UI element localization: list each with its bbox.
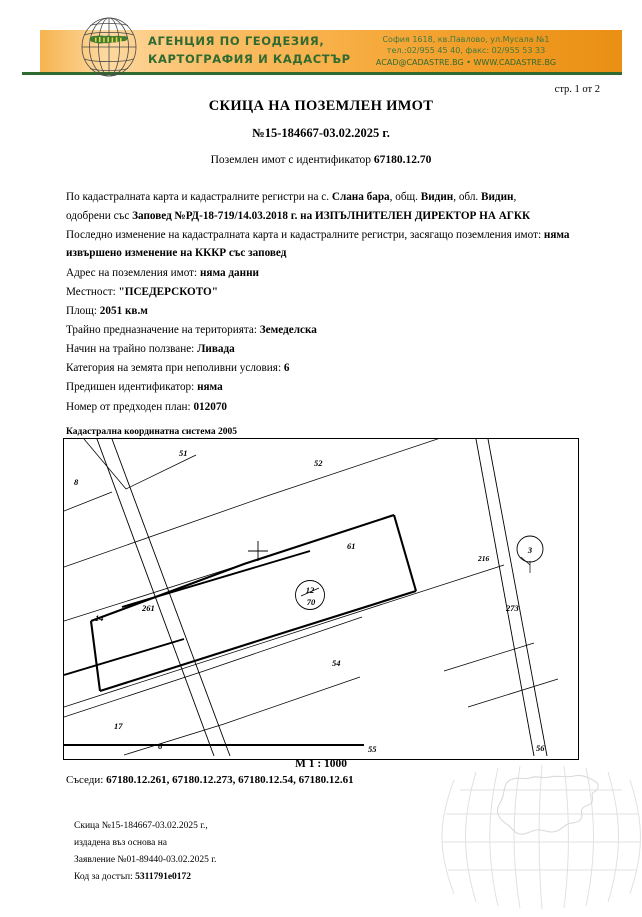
territory-purpose-label: Трайно предназначение на територията: xyxy=(66,323,260,336)
parcel-label-6: 6 xyxy=(158,741,163,751)
area-label: Площ: xyxy=(66,304,100,317)
locality-label: Местност: xyxy=(66,285,119,298)
cadastral-map[interactable] xyxy=(63,438,579,760)
parcel-label-52: 52 xyxy=(314,458,323,468)
parcel-identifier-value: 67180.12.70 xyxy=(373,154,432,166)
parcel-label-55: 55 xyxy=(368,744,377,754)
neighbour-callout-216-3 xyxy=(477,536,543,573)
page-title: СКИЦА НА ПОЗЕМЛЕН ИМОТ xyxy=(208,98,434,114)
callout-left-number: 216 xyxy=(478,554,490,563)
agency-contact-block xyxy=(366,34,566,68)
agency-name xyxy=(148,33,368,69)
detail-territory-purpose xyxy=(66,321,590,339)
parcel-identifier-line xyxy=(0,154,642,166)
parcel-label-61: 61 xyxy=(347,541,356,551)
agency-phone-fax: тел.:02/955 45 40, факс: 02/955 53 33 xyxy=(386,46,546,56)
address-value: няма данни xyxy=(199,266,259,279)
parcel-label-17: 17 xyxy=(114,721,123,731)
subject-parcel-top-number: 12 xyxy=(305,585,315,595)
agency-name-line-1: АГЕНЦИЯ ПО ГЕОДЕЗИЯ, xyxy=(148,34,325,48)
detail-locality xyxy=(66,283,590,301)
detail-permanent-use xyxy=(66,340,590,358)
document-number: №15-184667-03.02.2025 г. xyxy=(252,126,390,140)
access-code-label: Код за достъп: xyxy=(74,871,136,882)
detail-address xyxy=(66,264,590,282)
neighbours-line xyxy=(66,774,354,786)
previous-identifier-label: Предишен идентификатор: xyxy=(66,381,198,394)
header-bar-left-notch xyxy=(22,30,40,72)
detail-approval-order xyxy=(66,207,590,225)
locality-value: "ПСЕДЕРСКОТО" xyxy=(118,285,218,298)
subject-parcel-bottom-number: 70 xyxy=(306,597,316,607)
agency-address: София 1618, кв.Павлово, ул.Мусала №1 xyxy=(382,35,550,44)
last-change-value: няма извършено изменение на КККР със заповед xyxy=(66,229,570,260)
parcel-label-261: 261 xyxy=(142,603,155,613)
previous-plan-value: 012070 xyxy=(193,400,227,413)
parcel-label-273: 273 xyxy=(506,603,519,613)
parcel-label-56: 56 xyxy=(536,743,545,753)
municipality-label: , общ. xyxy=(389,191,421,203)
callout-circle-number: 3 xyxy=(527,545,533,555)
agency-name-line-2: КАРТОГРАФИЯ И КАДАСТЪР xyxy=(148,51,351,66)
neighbours-value: 67180.12.261, 67180.12.273, 67180.12.54, 67180.12.61 xyxy=(106,774,354,786)
detail-land-category xyxy=(66,359,590,377)
footer-application-number: Заявление №01-89440-03.02.2025 г. xyxy=(74,854,217,865)
coordinate-system-label: Кадастрална координатна система 2005 xyxy=(66,427,237,437)
detail-cadastral-map-registry: По кадастралната карта и кадастралните регистри на с. Слана бара, общ. Видин, обл. Видин, xyxy=(66,191,517,203)
footer-issued-on: издадена въз основа на xyxy=(74,837,168,848)
parcel-identifier-label: Поземлен имот с идентификатор xyxy=(210,154,374,166)
territory-purpose-value: Земеделска xyxy=(259,323,317,336)
globe-bulgaria-emblem-icon xyxy=(76,16,142,78)
settlement-value: Слана бара xyxy=(331,191,390,203)
detail-area xyxy=(66,302,590,320)
subject-parcel-marker xyxy=(296,581,325,610)
parcel-details xyxy=(66,188,590,417)
map-scale: М 1 : 1000 xyxy=(294,758,348,770)
parcel-label-14: 14 xyxy=(95,613,104,623)
neighbours-label: Съседи: xyxy=(66,774,107,786)
municipality-value: Видин xyxy=(420,191,454,203)
district-label: , обл. xyxy=(453,191,481,203)
detail-previous-plan-number xyxy=(66,398,590,416)
approval-order-value: Заповед №РД-18-719/14.03.2018 г. на ИЗПЪЛНИТЕЛЕН ДИРЕКТОР НА АГКК xyxy=(132,210,531,223)
cadastral-map-prefix: По кадастралната карта и кадастралните регистри на с. xyxy=(66,191,332,203)
parcel-label-51: 51 xyxy=(179,448,188,458)
footer-access-code-row xyxy=(74,869,216,886)
letterhead xyxy=(0,0,642,80)
permanent-use-label: Начин на трайно ползване: xyxy=(66,343,198,356)
page-indicator: стр. 1 от 2 xyxy=(554,84,600,95)
land-category-label: Категория на земята при неполивни условия: xyxy=(66,362,284,375)
parcel-label-8: 8 xyxy=(74,477,79,487)
area-value: 2051 кв.м xyxy=(99,304,148,317)
detail-previous-identifier xyxy=(66,378,590,396)
document-footer xyxy=(74,818,216,886)
permanent-use-value: Ливада xyxy=(197,343,235,356)
address-label: Адрес на поземления имот: xyxy=(66,266,200,279)
parcel-label-54: 54 xyxy=(332,658,341,668)
district-value: Видин xyxy=(481,191,514,203)
footer-sketch-number: Скица №15-184667-03.02.2025 г., xyxy=(74,821,208,831)
approved-prefix: одобрени със xyxy=(66,210,133,223)
last-change-label: Последно изменение на кадастралната карта и кадастралните регистри, засягащо поземления имот: xyxy=(66,229,544,242)
agency-email-website: ACAD@CADASTRE.BG • WWW.CADASTRE.BG xyxy=(375,57,557,67)
land-category-value: 6 xyxy=(283,362,290,375)
previous-plan-label: Номер от предходен план: xyxy=(66,400,194,413)
bulgaria-globe-watermark-icon xyxy=(432,752,642,912)
access-code-value: 5311791e0172 xyxy=(135,871,192,882)
previous-identifier-value: няма xyxy=(197,381,223,394)
detail-last-change xyxy=(66,226,590,262)
